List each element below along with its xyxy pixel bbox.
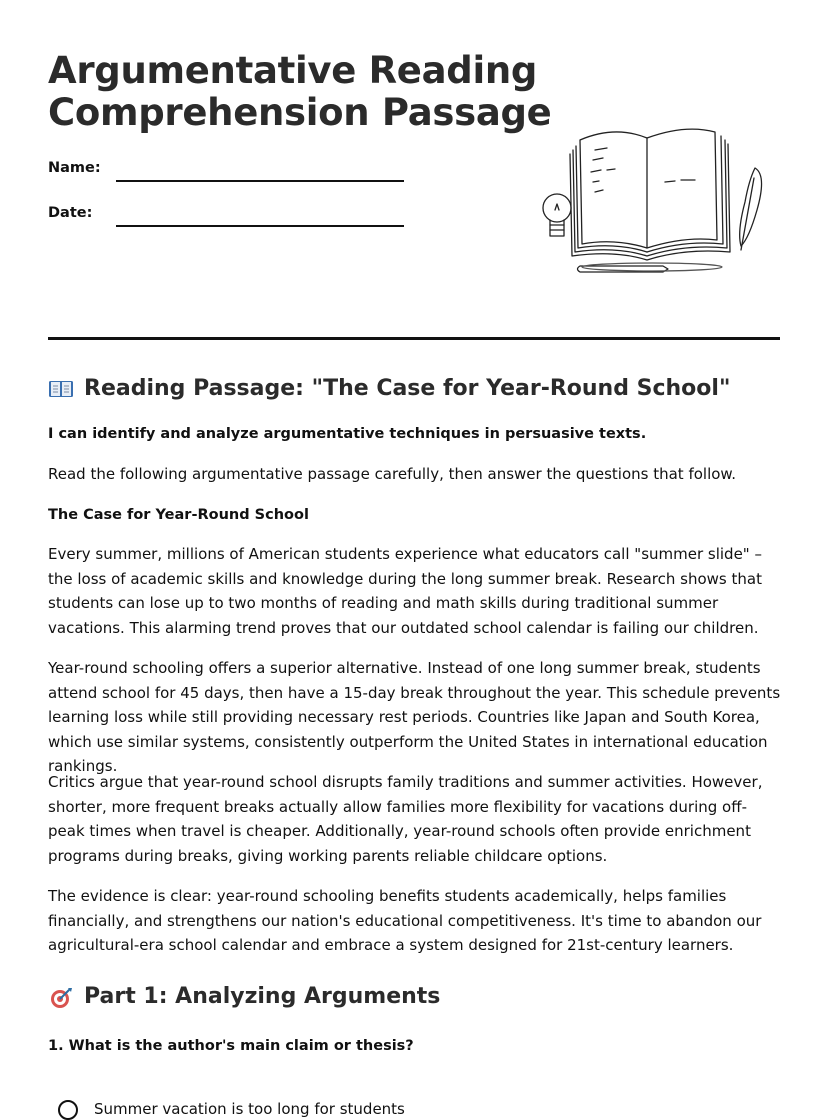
passage-paragraph-2: Year-round schooling offers a superior alternative. Instead of one long summer break, students attend school for 45 days, then have a 15-day break throughout the year. This schedule prevents learning loss while still providing necessary rest periods. Countries like Japan and South Korea, which use similar systems, consistently outperform the United States in international education rankings. xyxy=(48,659,781,776)
part1-title: Part 1: Analyzing Arguments xyxy=(84,984,441,1009)
date-label: Date: xyxy=(48,205,93,221)
name-input-line[interactable] xyxy=(116,180,404,182)
section-divider xyxy=(48,337,780,340)
reading-passage-title: Reading Passage: "The Case for Year-Round School" xyxy=(84,376,731,401)
page-title xyxy=(48,50,551,134)
open-book-icon xyxy=(48,377,74,401)
learning-objective: I can identify and analyze argumentative techniques in persuasive texts. xyxy=(48,426,647,442)
book-illustration xyxy=(535,120,770,280)
passage-paragraph-4: The evidence is clear: year-round schooling benefits students academically, helps families financially, and strengthens our nation's educational competitiveness. It's time to abandon our agricultural-era school calendar and embrace a system designed for 21st-century learners. xyxy=(48,887,762,955)
part1-heading xyxy=(48,984,440,1009)
q1-option-1-radio[interactable] xyxy=(58,1100,78,1120)
reading-instructions: Read the following argumentative passage carefully, then answer the questions that follow. xyxy=(48,465,737,483)
date-field xyxy=(48,205,92,221)
passage-title: The Case for Year-Round School xyxy=(48,507,309,523)
passage-paragraph-1: Every summer, millions of American students experience what educators call "summer slide" – the loss of academic skills and knowledge during the long summer break. Research shows that students can lose up to two months of reading and math skills during traditional summer vacations. This alarming trend proves that our outdated school calendar is failing our children. xyxy=(48,545,762,637)
name-field xyxy=(48,160,101,176)
target-dart-icon xyxy=(48,985,74,1009)
date-input-line[interactable] xyxy=(116,225,404,227)
name-label: Name: xyxy=(48,160,101,176)
q1-option-1-label: Summer vacation is too long for students xyxy=(94,1100,405,1118)
passage-paragraph-3: Critics argue that year-round school disrupts family traditions and summer activities. However, shorter, more frequent breaks actually allow families more flexibility for vacations during off-peak times when travel is cheaper. Additionally, year-round schools often provide enrichment programs during breaks, giving working parents reliable childcare options. xyxy=(48,773,763,865)
title-line-2: Comprehension Passage xyxy=(48,91,552,134)
reading-passage-heading xyxy=(48,376,730,401)
title-line-1: Argumentative Reading xyxy=(48,49,538,92)
question-1: 1. What is the author's main claim or thesis? xyxy=(48,1038,414,1054)
